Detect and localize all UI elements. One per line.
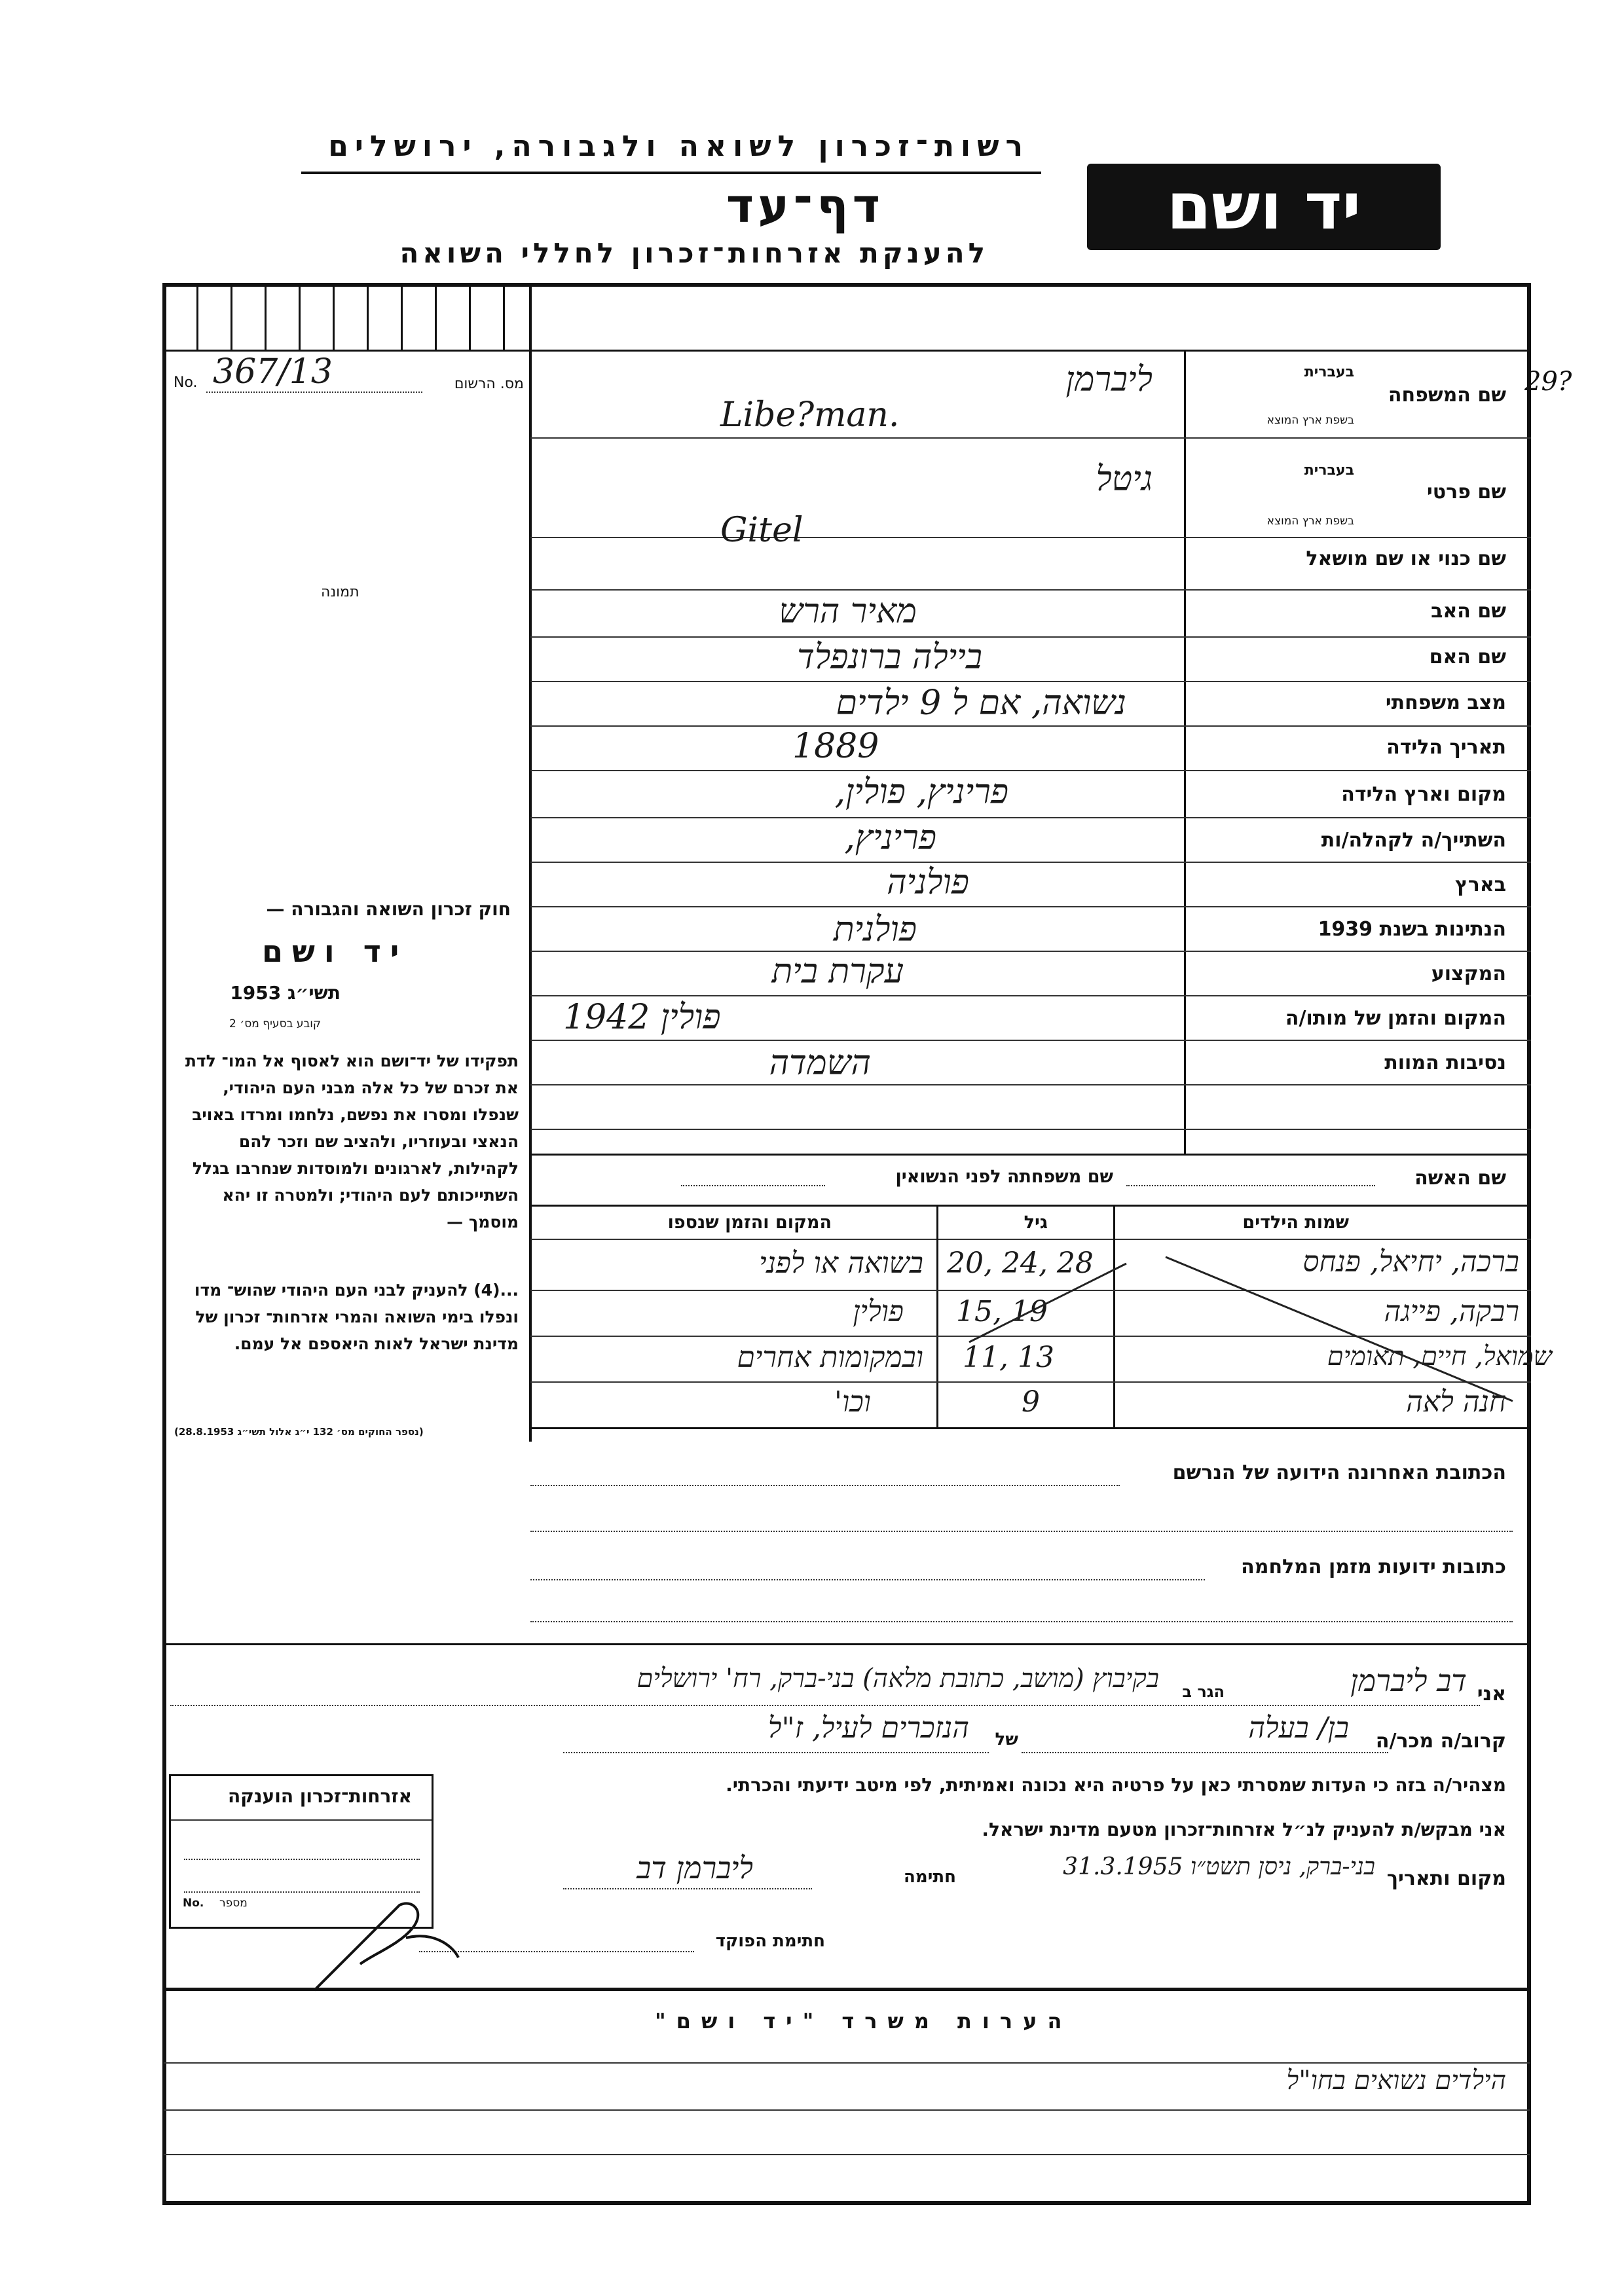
children-column-divider — [936, 1205, 938, 1427]
children-age-header: גיל — [1024, 1212, 1048, 1233]
row-line — [530, 1084, 1531, 1085]
first-name-native-tag: בשפת ארץ המוצא — [1266, 515, 1354, 528]
children-names-row-1: ברכה, יחיאל, פנחס — [1302, 1245, 1519, 1279]
wartime-address-dotline-2 — [530, 1621, 1513, 1622]
death-place-time-value — [563, 998, 1153, 1037]
declaration-text: מצהיר/ה בזה כי העדות שמסרתי כאן על פרטיה היא נכונה ואמיתית, לפי מיטב ידיעתי והכרתי. — [726, 1774, 1506, 1796]
authority-title: רשות־זכרון לשואה ולגבורה, ירושלים — [328, 130, 1029, 163]
registration-number: 367/13 — [213, 352, 333, 392]
row-line — [530, 589, 1531, 591]
row-line — [530, 1427, 1531, 1429]
stamp-box-number-prefix: No. — [183, 1897, 204, 1910]
marital-status-value: נשואה, אם ל 9 ילדים — [836, 683, 1126, 723]
section-divider — [162, 1643, 1531, 1645]
children-names-header: שמות הילדים — [1242, 1212, 1349, 1233]
mother-name-value: ביילה ברונפלד — [797, 638, 982, 677]
office-notes-title: הערות משרד "יד ושם" — [655, 2009, 1073, 2033]
children-ages-row-4: 9 — [1022, 1385, 1040, 1419]
country-label: בארץ — [1454, 873, 1506, 896]
family-name-hebrew-tag: בעברית — [1304, 364, 1354, 380]
row-line — [530, 725, 1531, 727]
of-dotline — [563, 1752, 989, 1753]
birth-date-label: תאריך הלידה — [1386, 736, 1506, 759]
family-name-label: שם המשפחה — [1388, 384, 1506, 407]
children-place-row-3: ובמקומות אחרים — [737, 1341, 923, 1374]
of-label: של — [995, 1730, 1018, 1749]
form-subtitle: להענקת אזרחות־זכרון לחללי השואה — [399, 237, 989, 269]
stamp-box-dotline-1 — [184, 1859, 420, 1860]
occupation-label: המקצוע — [1431, 962, 1506, 985]
notes-line — [164, 2062, 1530, 2064]
law-clause: קובע בסעיף מס׳ 2 — [229, 1017, 321, 1030]
birth-place-value: פריניץ, פולין, — [834, 773, 1008, 812]
registration-dotline — [206, 392, 422, 393]
nickname-label: שם כנוי או שם מושאל — [1306, 547, 1506, 570]
father-name-label: שם האב — [1431, 600, 1506, 623]
children-place-header: המקום והזמן שנספו — [667, 1212, 832, 1233]
first-name-native-value: Gitel — [720, 511, 803, 550]
first-name-hebrew-value: גיטל — [1096, 460, 1153, 499]
resident-label: הגר ב — [1182, 1683, 1225, 1701]
row-line — [530, 995, 1531, 996]
row-line — [530, 906, 1531, 907]
family-name-native-value: Libe?man. — [720, 395, 900, 435]
of-value: הנזכרים לעיל, ז"ל — [767, 1711, 969, 1745]
resident-value: בקיבוץ (מושב, כתובת מלאה) בני-ברק, רח' ירושלים — [637, 1664, 1159, 1694]
birth-place-label: מקום וארץ הלידה — [1341, 783, 1506, 806]
notes-line — [164, 2109, 1530, 2111]
registration-tick-boxes — [162, 283, 530, 352]
citizenship-stamp-box — [169, 1774, 434, 1929]
children-strike-marks — [956, 1244, 1519, 1427]
registration-label: מס. הרשום — [454, 376, 524, 392]
row-line — [530, 1239, 1531, 1240]
stamp-box-dotline-2 — [184, 1891, 420, 1893]
children-ages-row-3: 11, 13 — [963, 1341, 1054, 1374]
label-column-divider — [1184, 350, 1186, 1155]
row-line — [530, 951, 1531, 952]
place-date-label: מקום ותאריך — [1386, 1867, 1506, 1890]
children-names-row-2: רבקה, פייגה — [1384, 1295, 1519, 1328]
law-text-purpose: תפקידו של יד־ושם הוא לאסוף אל המו־ לדת את זכרם של כל אלה מבני העם היהודי, שנפלו ומסרו את נפשם, נלחמו ומרדו באויב הנאצי ובעוזריו, ולהציב שם וזכר להם לקהילות, לארגונים ולמוסדות שנחרבו בגלל השתייכותם לעם היהודי; ולמטרה זו יהא מוסמך — — [185, 1051, 519, 1231]
relative-label: קרוב/ה מכר/ה — [1375, 1730, 1506, 1753]
wartime-address-dotline — [530, 1579, 1205, 1580]
family-name-native-tag: בשפת ארץ המוצא — [1266, 414, 1354, 427]
stamp-box-title: אזרחות־זכרון הוענקה — [228, 1785, 412, 1807]
children-names-row-3: שמואל, חיים, תאומים — [1327, 1341, 1552, 1372]
citizenship-label: הנתינות בשנת 1939 — [1318, 918, 1506, 941]
mother-name-label: שם האם — [1429, 646, 1506, 668]
community-label: השתייך/ה לקהלה/ות — [1321, 829, 1506, 852]
community-value: פריניץ, — [844, 818, 936, 858]
office-note-text: הילדים נשואים בחו"ל — [1286, 2066, 1506, 2096]
law-year: תשי״ג 1953 — [230, 982, 341, 1004]
death-circumstances-label: נסיבות המוות — [1384, 1051, 1506, 1074]
father-name-value: מאיר הרש — [779, 592, 917, 631]
maiden-name-label: שם משפחתה לפני הנשואין — [895, 1167, 1113, 1187]
declarant-dotline — [170, 1705, 1480, 1706]
header-row-line — [529, 350, 1531, 352]
row-line — [530, 1205, 1531, 1207]
margin-number: 29? — [1524, 367, 1572, 397]
birth-date-value: 1889 — [792, 727, 879, 766]
signature-dotline — [563, 1888, 812, 1889]
relative-value: בן/ בעלה — [1248, 1711, 1349, 1745]
signature-value: ליברמן דב — [637, 1850, 753, 1886]
wife-name-label: שם האשה — [1414, 1167, 1506, 1190]
section-divider — [162, 1988, 1531, 1991]
family-name-hebrew-value: ליברמן — [1065, 360, 1153, 399]
row-line — [530, 437, 1531, 439]
occupation-value: עקרת בית — [771, 952, 904, 991]
last-address-dotline-2 — [530, 1531, 1513, 1532]
stamp-box-line — [171, 1819, 432, 1821]
authority-underline — [301, 172, 1041, 174]
notes-line — [164, 2154, 1530, 2155]
death-place-time-text: 1942 פולין — [563, 998, 721, 1037]
law-name: יד ושם — [262, 934, 409, 969]
last-address-label: הכתובת האחרונה הידועה של הנרשם — [1172, 1461, 1506, 1484]
declarant-name: דב ליברמן — [1350, 1663, 1467, 1698]
death-circumstances-value: השמדה — [769, 1044, 871, 1083]
row-line — [530, 770, 1531, 771]
wife-name-dotline — [1126, 1185, 1375, 1186]
maiden-name-dotline — [681, 1185, 825, 1186]
row-line — [530, 862, 1531, 863]
law-footnote: (נספר החוקים מס׳ 132 י״ג אלול תשי״ג 28.8.1953) — [174, 1426, 424, 1438]
marital-status-label: מצב משפחתי — [1385, 691, 1506, 714]
yad-vashem-logo: יד ושם — [1087, 164, 1441, 250]
children-names-row-4: חנה לאה — [1406, 1385, 1506, 1419]
row-line — [530, 537, 1531, 538]
relative-dotline — [1022, 1752, 1388, 1753]
request-text: אני מבקש/ת להעניק לנ״ל אזרחות־זכרון מטעם מדינת ישראל. — [982, 1819, 1506, 1840]
row-line — [530, 681, 1531, 682]
row-line — [530, 1129, 1531, 1130]
row-line — [530, 1040, 1531, 1041]
row-line — [530, 817, 1531, 818]
country-value: פולניה — [887, 863, 969, 902]
children-place-row-4: וכו' — [834, 1385, 871, 1419]
children-ages-row-1: 20, 24, 28 — [947, 1247, 1094, 1280]
form-title: דף־עד — [726, 178, 884, 233]
citizenship-value: פולנית — [833, 910, 917, 949]
law-heading: חוק זכרון השואה והגבורה — — [266, 898, 511, 920]
signature-label: חתימה — [904, 1867, 956, 1887]
death-place-time-label: המקום והזמן של מותו/ה — [1285, 1007, 1506, 1030]
last-address-dotline — [530, 1485, 1120, 1486]
wartime-address-label: כתובות ידועות מזמן המלחמה — [1241, 1556, 1506, 1578]
children-ages-row-2: 15, 19 — [956, 1295, 1048, 1328]
law-text-citizenship: ...(4) להעניק לבני העם היהודי שהוש־ מדו ונפלו בימי השואה והמרי אזרחות־ זכרון של מדינת ישראל לאות היאספם אל עמם. — [194, 1281, 519, 1353]
first-name-hebrew-tag: בעברית — [1304, 462, 1354, 479]
photo-label: תמונה — [321, 584, 360, 600]
children-place-row-2: פולין — [853, 1295, 904, 1328]
children-place-row-1: בשואה או לפני — [759, 1247, 923, 1280]
stamp-box-number-label: מספר — [219, 1897, 248, 1910]
row-line — [530, 636, 1531, 638]
row-line — [530, 1154, 1531, 1156]
declarant-label: אני — [1477, 1683, 1506, 1705]
first-name-label: שם פרטי — [1426, 481, 1506, 503]
registration-prefix: No. — [174, 374, 198, 391]
place-date-value: בני-ברק, ניסן תשט״ו 31.3.1955 — [1063, 1853, 1375, 1880]
officer-signature-label: חתימת הפוקד — [715, 1931, 825, 1951]
